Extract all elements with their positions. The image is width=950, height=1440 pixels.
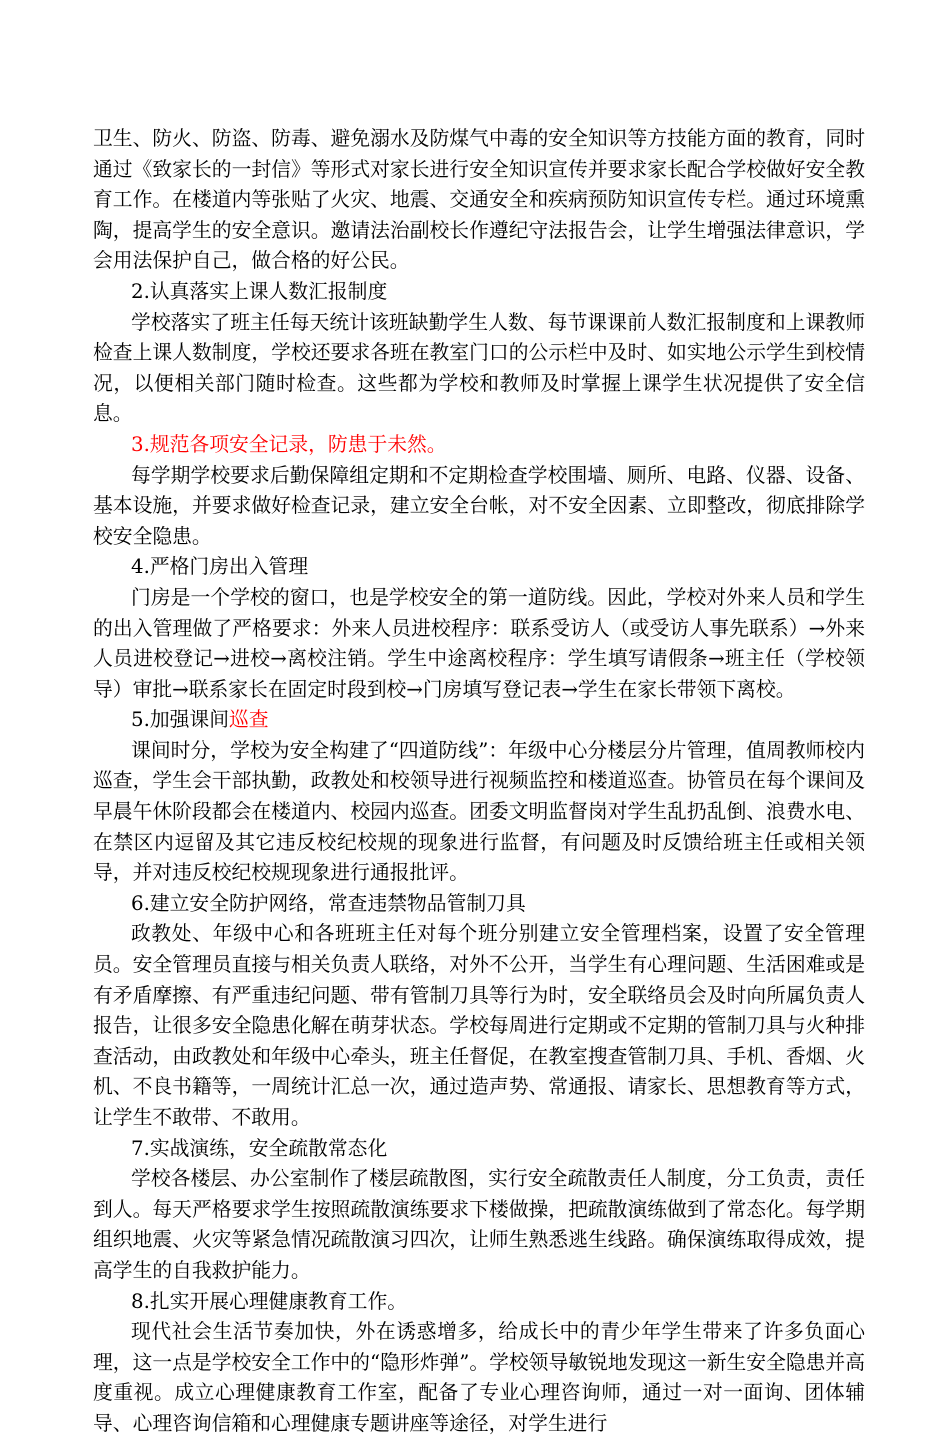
heading-break-patrol-highlight: 巡查 — [229, 708, 269, 732]
paragraph-evacuation-drill: 学校各楼层、办公室制作了楼层疏散图，实行安全疏散责任人制度，分工负责，责任到人。每天严格要求学生按照疏散演练要求下楼做操，把疏散演练做到了常态化。每学期组织地震、火灾等紧急情况疏散演习四次，让师生熟悉逃生线路。确保演练取得成效，提高学生的自我救护能力。 — [93, 1167, 865, 1282]
heading-break-patrol-text: 5.加强课间 — [131, 708, 229, 732]
heading-evacuation-drill: 7.实战演练，安全疏散常态化 — [131, 1136, 388, 1160]
heading-safety-network: 6.建立安全防护网络，常查违禁物品管制刀具 — [131, 891, 526, 915]
heading-safety-records: 3.规范各项安全记录，防患于未然。 — [131, 432, 447, 456]
heading-break-patrol — [93, 705, 865, 736]
paragraph-mental-health: 现代社会生活节奏加快，外在诱惑增多，给成长中的青少年学生带来了许多负面心理，这一点是学校安全工作中的“隐形炸弹”。学校领导敏锐地发现这一新生安全隐患并高度重视。成立心理健康教育工作室，配备了专业心理咨询师，通过一对一面询、团体辅导、心理咨询信箱和心理健康专题讲座等途径，对学生进行 — [93, 1320, 865, 1435]
heading-attendance-report: 2.认真落实上课人数汇报制度 — [131, 279, 388, 303]
paragraph-safety-network: 政教处、年级中心和各班班主任对每个班分别建立安全管理档案，设置了安全管理员。安全管理员直接与相关负责人联络，对外不公开，当学生有心理问题、生活困难或是有矛盾摩擦、有严重违纪问题、带有管制刀具等行为时，安全联络员会及时向所属负责人报告，让很多安全隐患化解在萌芽状态。学校每周进行定期或不定期的管制刀具与火种排查活动，由政教处和年级中心牵头，班主任督促，在教室搜查管制刀具、手机、香烟、火机、不良书籍等，一周统计汇总一次，通过造声势、常通报、请家长、思想教育等方式，让学生不敢带、不敢用。 — [93, 922, 865, 1129]
paragraph-gatehouse-management: 门房是一个学校的窗口，也是学校安全的第一道防线。因此，学校对外来人员和学生的出入管理做了严格要求：外来人员进校程序：联系受访人（或受访人事先联系）→外来人员进校登记→进校→离校注销。学生中途离校程序：学生填写请假条→班主任（学校领导）审批→联系家长在固定时段到校→门房填写登记表→学生在家长带领下离校。 — [93, 585, 865, 701]
document-page — [93, 124, 865, 1440]
paragraph-safety-education: 卫生、防火、防盗、防毒、避免溺水及防煤气中毒的安全知识等方技能方面的教育，同时通过《致家长的一封信》等形式对家长进行安全知识宣传并要求家长配合学校做好安全教育工作。在楼道内等张贴了火灾、地震、交通安全和疾病预防知识宣传专栏。通过环境熏陶，提高学生的安全意识。邀请法治副校长作遵纪守法报告会，让学生增强法律意识，学会用法保护自己，做合格的好公民。 — [93, 127, 865, 273]
paragraph-safety-records: 每学期学校要求后勤保障组定期和不定期检查学校围墙、厕所、电路、仪器、设备、基本设施，并要求做好检查记录，建立安全台帐，对不安全因素、立即整改，彻底排除学校安全隐患。 — [93, 463, 865, 548]
heading-mental-health: 8.扎实开展心理健康教育工作。 — [131, 1289, 408, 1313]
heading-gatehouse-management: 4.严格门房出入管理 — [131, 555, 309, 579]
paragraph-attendance-report: 学校落实了班主任每天统计该班缺勤学生人数、每节课课前人数汇报制度和上课教师检查上课人数制度，学校还要求各班在教室门口的公示栏中及时、如实地公示学生到校情况，以便相关部门随时检查。这些都为学校和教师及时掌握上课学生状况提供了安全信息。 — [93, 310, 865, 426]
paragraph-break-patrol: 课间时分，学校为安全构建了“四道防线”：年级中心分楼层分片管理，值周教师校内巡查，学生会干部执勤，政教处和校领导进行视频监控和楼道巡查。协管员在每个课间及早晨午休阶段都会在楼道内、校园内巡查。团委文明监督岗对学生乱扔乱倒、浪费水电、在禁区内逗留及其它违反校纪校规的现象进行监督，有问题及时反馈给班主任或相关领导，并对违反校纪校规现象进行通报批评。 — [93, 738, 865, 885]
